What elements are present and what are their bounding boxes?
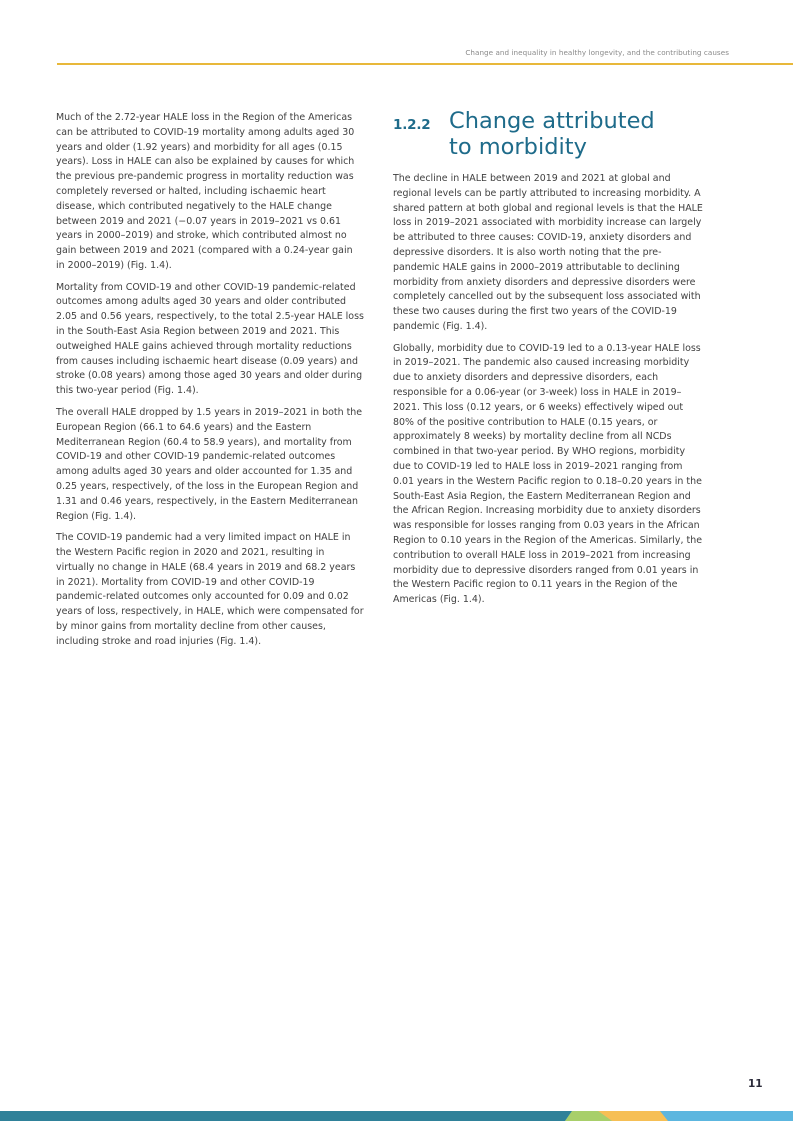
- paragraph: The overall HALE dropped by 1.5 years in 2019–2021 in both the European Region (66.1 to 64.6 years) and the Eastern Mediterranean Region (60.4 to 58.9 years), and mortality from COVID-19 and other COVID-19 pandemic-related outcomes among adults aged 30 years and older accounted for 1.35 and 0.25 years, respectively, of the loss in the European Region and 1.31 and 0.46 years, respectively, in the Eastern Mediterranean Region (Fig. 1.4).: [56, 406, 363, 522]
- page-number: 11: [748, 1078, 763, 1090]
- right-column: [393, 172, 703, 615]
- paragraph: The decline in HALE between 2019 and 2021 at global and regional levels can be partly attributed to increasing morbidity. A shared pattern at both global and regional levels is that the HALE loss in 2019–2021 associated with morbidity increase can largely be attributed to three causes: COVID-19, anxiety disorders and depressive disorders. It is also worth noting that the pre-pandemic HALE gains in 2000–2019 attributable to declining morbidity from anxiety disorders and depressive disorders were completely cancelled out by the subsequent loss associated with these two causes during the first two years of the COVID-19 pandemic (Fig. 1.4).: [393, 173, 703, 332]
- header-rule: [57, 63, 793, 65]
- running-head: Change and inequality in healthy longevity, and the contributing causes: [465, 48, 729, 57]
- paragraph: Globally, morbidity due to COVID-19 led to a 0.13-year HALE loss in 2019–2021. The pandemic also caused increasing morbidity due to anxiety disorders and depressive disorders, each responsible for a 0.06-year (or 3-week) loss in HALE in 2019–2021. This loss (0.12 years, or 6 weeks) effectively wiped out 80% of the positive contribution to HALE (0.15 years, or approximately 8 weeks) by mortality decline from all NCDs combined in that two-year period. By WHO regions, morbidity due to COVID-19 led to HALE loss in 2019–2021 ranging from 0.01 years in the Western Pacific region to 0.18–0.20 years in the South-East Asia Region, the Eastern Mediterranean Region and the African Region. Increasing morbidity due to anxiety disorders was responsible for losses ranging from 0.03 years in the African Region to 0.10 years in the Region of the Americas. Similarly, the contribution to overall HALE loss in 2019–2021 from increasing morbidity due to depressive disorders ranged from 0.01 years in the Western Pacific region to 0.11 years in the Region of the Americas (Fig. 1.4).: [393, 342, 703, 606]
- section-heading: [393, 109, 713, 160]
- paragraph: Mortality from COVID-19 and other COVID-19 pandemic-related outcomes among adults aged 30 years and older contributed 2.05 and 0.56 years, respectively, to the total 2.5-year HALE loss in the South-East Asia Region between 2019 and 2021. This outweighed HALE gains achieved through mortality reductions from causes including ischaemic heart disease (0.09 years) and stroke (0.08 years) among those aged 30 years and older during this two-year period (Fig. 1.4).: [56, 281, 364, 397]
- section-number: 1.2.2: [393, 117, 431, 133]
- paragraph: Much of the 2.72-year HALE loss in the Region of the Americas can be attributed to COVID-19 mortality among adults aged 30 years and older (1.92 years) and morbidity for all ages (0.15 years). Loss in HALE can also be explained by causes for which the previous pre-pandemic progress in mortality reduction was completely reversed or halted, including ischaemic heart disease, which contributed negatively to the HALE change between 2019 and 2021 (−0.07 years in 2019–2021 vs 0.61 years in 2000–2019) and stroke, which contributed almost no gain between 2019 and 2021 (compared with a 0.24-year gain in 2000–2019) (Fig. 1.4).: [56, 112, 355, 271]
- left-column: [56, 111, 364, 656]
- paragraph: The COVID-19 pandemic had a very limited impact on HALE in the Western Pacific region in 2020 and 2021, resulting in virtually no change in HALE (68.4 years in 2019 and 68.2 years in 2021). Mortality from COVID-19 and other COVID-19 pandemic-related outcomes only accounted for 0.09 and 0.02 years of loss, respectively, in HALE, which were compensated for by minor gains from mortality decline from other causes, including stroke and road injuries (Fig. 1.4).: [56, 532, 364, 647]
- footer-color-bar: [0, 1111, 793, 1121]
- section-title: Change attributed to morbidity: [449, 108, 655, 160]
